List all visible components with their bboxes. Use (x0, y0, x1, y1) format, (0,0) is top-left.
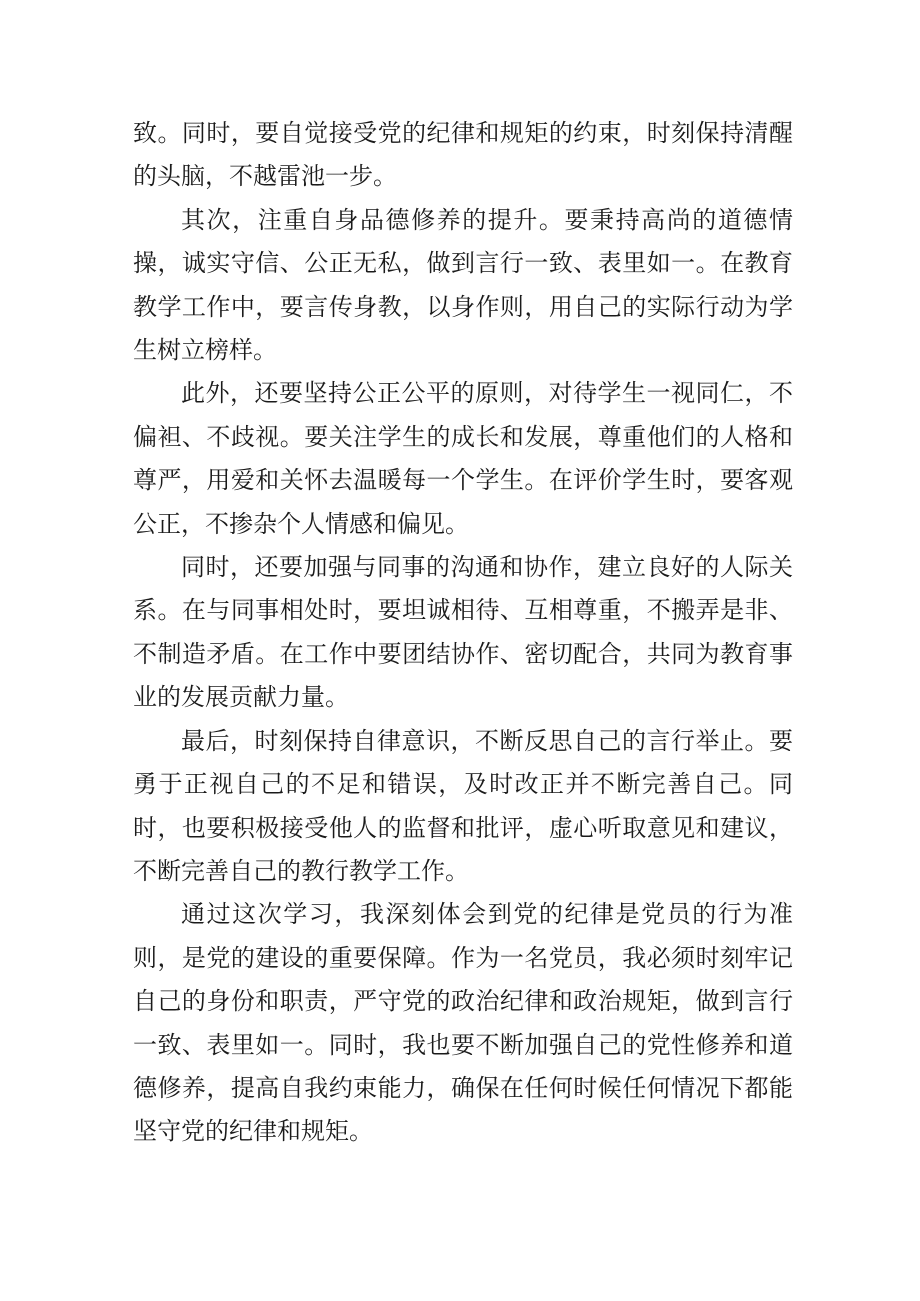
paragraph-1: 致。同时，要自觉接受党的纪律和规矩的约束，时刻保持清醒的头脑，不越雷池一步。 (133, 119, 793, 191)
paragraph-2: 其次，注重自身品德修养的提升。要秉持高尚的道德情操，诚实守信、公正无私，做到言行一致、表里如一。在教育教学工作中，要言传身教，以身作则，用自己的实际行动为学生树立榜样。 (133, 205, 793, 365)
paragraph-5: 最后，时刻保持自律意识，不断反思自己的言行举止。要勇于正视自己的不足和错误，及时改正并不断完善自己。同时，也要积极接受他人的监督和批评，虚心听取意见和建议，不断完善自己的教行教学工作。 (133, 726, 793, 885)
paragraph-6: 通过这次学习，我深刻体会到党的纪律是党员的行为准则，是党的建设的重要保障。作为一名党员，我必须时刻牢记自己的身份和职责，严守党的政治纪律和政治规矩，做到言行一致、表里如一。同时，我也要不断加强自己的党性修养和道德修养，提高自我约束能力，确保在任何时候任何情况下都能坚守党的纪律和规矩。 (133, 900, 793, 1146)
paragraph-4: 同时，还要加强与同事的沟通和协作，建立良好的人际关系。在与同事相处时，要坦诚相待、互相尊重，不搬弄是非、不制造矛盾。在工作中要团结协作、密切配合，共同为教育事业的发展贡献力量。 (133, 553, 793, 712)
document-body (133, 112, 793, 1154)
paragraph-3: 此外，还要坚持公正公平的原则，对待学生一视同仁，不偏袒、不歧视。要关注学生的成长和发展，尊重他们的人格和尊严，用爱和关怀去温暖每一个学生。在评价学生时，要客观公正，不掺杂个人情感和偏见。 (133, 379, 793, 538)
